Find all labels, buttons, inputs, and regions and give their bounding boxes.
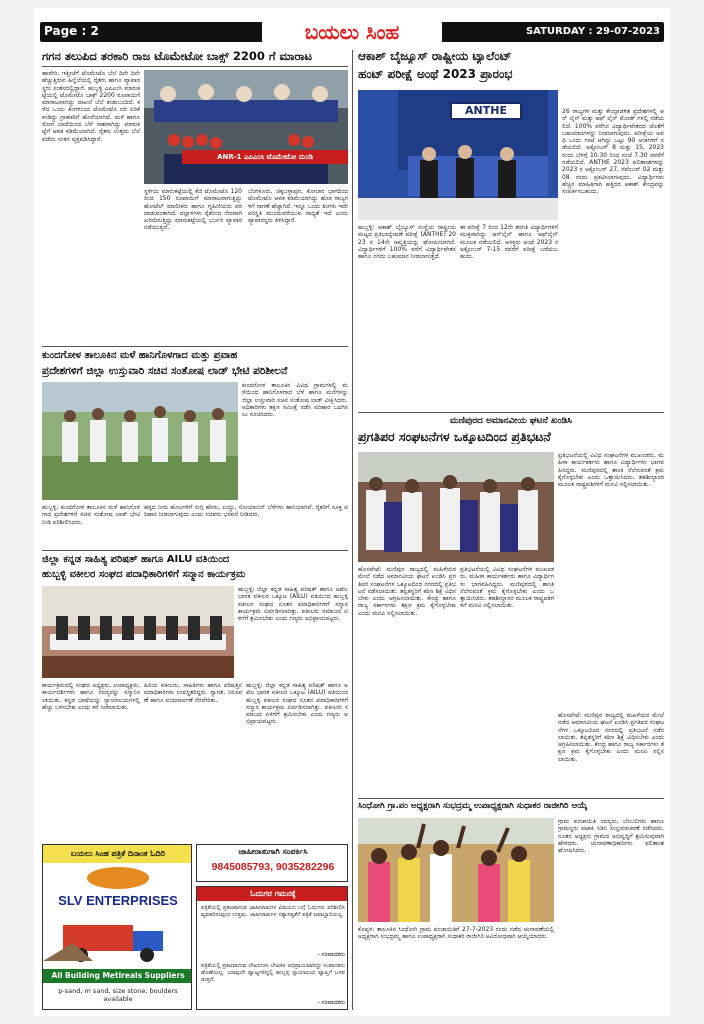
manipur-body-col4: ಹೊಸಪೇಟೆ: ಮಣಿಪುರ ರಾಜ್ಯದಲ್ಲಿ ಮಹಿಳೆಯರ ಮೇಲೆ ನಡೆದ ಅಮಾನವೀಯ ಘಟನೆ ಖಂಡಿಸಿ ಪ್ರಗತಿಪರ ಸಂಘಟನೆಗಳ ಒಕ್ಕೂಟದಿಂದ ನಗರದಲ್ಲಿ ಪ್ರತಿಭಟನೆ ನಡೆಸಲಾಯಿತು. ತಪ್ಪಿತಸ್ಥರಿಗೆ ಕಠಿಣ ಶಿಕ್ಷೆ ವಿಧಿಸಬೇಕು ಎಂದು ಆಗ್ರಹಿಸಲಾಯಿತು. ಕೇಂದ್ರ ಹಾಗೂ ರಾಜ್ಯ ಸರ್ಕಾರಗಳು ತಕ್ಷಣ ಕ್ರಮ ಕೈಗೊಳ್ಳಬೇಕು ಎಂದು ಮನವಿ ಸಲ್ಲಿಸಲಾಯಿತು.	[558, 712, 664, 763]
divider	[358, 412, 664, 413]
kundagol-photo	[42, 382, 238, 500]
contact-title: ಜಾಹೀರಾತುಗಾಗಿ ಸಂಪರ್ಕಿಸಿ	[238, 847, 308, 856]
slv-name: SLV ENTERPRISES	[58, 893, 178, 908]
column-rule	[352, 50, 353, 1010]
notice-sign: - ಸಂಪಾದಕರು	[317, 951, 345, 958]
issue-date: SATURDAY : 29-07-2023	[525, 26, 660, 37]
tomato-headline: ಗಗನ ತಲುಪಿದ ತರಕಾರಿ ರಾಜ ಟೊಮೇಟೋ ಬಾಕ್ಸ್ 2200 ಗೆ ಮಾರಾಟ	[42, 50, 313, 63]
om-logo-icon	[87, 867, 149, 889]
anthe-body-col1: ಹುಬ್ಬಳ್ಳಿ: ಆಕಾಶ್ ಬೈಜ್ಯೂಸ್ ಸಂಸ್ಥೆಯ ರಾಷ್ಟ್ರೀಯ ಮಟ್ಟದ ಪ್ರತಿಭಾನ್ವೇಷಣೆ ಪರೀಕ್ಷೆ (ANTHE) 2023 ರ 14ನೇ ಆವೃತ್ತಿಯನ್ನು ಘೋಷಿಸಲಾಗಿದೆ. ವಿದ್ಯಾರ್ಥಿಗಳಿಗೆ 100% ವರೆಗೆ ವಿದ್ಯಾರ್ಥಿವೇತನ ಹಾಗೂ ನಗದು ಬಹುಮಾನ ನೀಡಲಾಗುತ್ತದೆ.	[358, 224, 456, 261]
tomato-body-col1: ಹಾವೇರಿ: ಇತ್ತೀಚೆಗೆ ಟೊಮೇಟೊ ಬೆಲೆ ದಿನೇ ದಿನೇ ಹೆಚ್ಚುತ್ತಿರುವ ಹಿನ್ನೆಲೆಯಲ್ಲಿ ರೈತರು ಹಾಗೂ ವ್ಯಾಪಾರಸ್ಥರು ಸಂತಸದಲ್ಲಿದ್ದಾರೆ. ಹುಬ್ಬಳ್ಳಿ ಎಪಿಎಂಸಿ ಮಾರುಕಟ್ಟೆಯಲ್ಲಿ ಟೊಮೇಟೊ ಬಾಕ್ಸ್ 2200 ರೂಪಾಯಿಗೆ ಮಾರಾಟವಾಗಿದ್ದು ದಾಖಲೆ ಬೆಲೆ ಕಂಡುಬಂದಿದೆ. ಕಳೆದ ಒಂದು ತಿಂಗಳಿನಿಂದ ಟೊಮೇಟೊ ದರ ಏರಿಕೆ ಕಂಡಿದ್ದು ಗ್ರಾಹಕರಿಗೆ ಹೊರೆಯಾಗಿದೆ. ಮಳೆ ಹಾಗೂ ರೋಗ ಬಾಧೆಯಿಂದ ಬೆಳೆ ನಾಶವಾಗಿದ್ದು ಮಾರುಕಟ್ಟೆಗೆ ಆವಕ ಕಡಿಮೆಯಾಗಿದೆ. ರೈತರು ಉತ್ತಮ ಬೆಲೆ ಪಡೆದು ಸಂತಸ ವ್ಯಕ್ತಪಡಿಸಿದ್ದಾರೆ.	[42, 70, 140, 143]
slv-tagline: All Building Metireals Suppliers	[43, 969, 192, 983]
newspaper-page	[34, 8, 670, 1016]
tomato-body-col2: ಸ್ಥಳೀಯ ಮಾರುಕಟ್ಟೆಯಲ್ಲಿ ಕೆಜಿ ಟೊಮೇಟೊ 120 ರಿಂದ 150 ರೂಪಾಯಿಗೆ ಮಾರಾಟವಾಗುತ್ತಿದ್ದು ಹೋಟೆಲ್ ಮಾಲೀಕರು ಹಾಗೂ ಗೃಹಿಣಿಯರು ಪರದಾಡುವಂತಾಗಿದೆ. ದಲ್ಲಾಳಿಗಳು ರೈತರಿಂದ ನೇರವಾಗಿ ಖರೀದಿಸುತ್ತಿದ್ದು ಮಾರುಕಟ್ಟೆಯಲ್ಲಿ ಭರ್ಜರಿ ವ್ಯಾಪಾರ ನಡೆಯುತ್ತಿದೆ.	[144, 188, 242, 232]
manipur-headline: ಪ್ರಗತಿಪರ ಸಂಘಟನೆಗಳ ಒಕ್ಕೂಟದಿಂದ ಪ್ರತಿಭಟನೆ	[358, 430, 551, 444]
subscribe-strip: ಬಯಲು ಸಿಂಹ ಪತ್ರಿಕೆ ದಿನಾಂಕ ಓದಿರಿ	[43, 845, 192, 863]
slv-enterprises-ad[interactable]	[42, 844, 192, 1010]
divider	[42, 550, 348, 551]
page-number: Page : 2	[44, 24, 99, 38]
sahitya-headline-2: ಹುಬ್ಬಳ್ಳಿ ವಕೀಲರ ಸಂಘದ ಪದಾಧಿಕಾರಿಗಳಿಗೆ ಸನ್ಮಾನ ಕಾರ್ಯಕ್ರಮ	[42, 569, 246, 580]
kundagol-headline-2: ಪ್ರದೇಶಗಳಿಗೆ ಜಿಲ್ಲಾ ಉಸ್ತುವಾರಿ ಸಚಿವ ಸಂತೋಷ ಲಾಡ್ ಭೇಟಿ ಪರಿಶೀಲನೆ	[42, 365, 288, 377]
manipur-kicker: ಮಣಿಪುರದ ಅಮಾನವೀಯ ಘಟನೆ ಖಂಡಿಸಿ	[450, 416, 572, 426]
manipur-body-col3: ಪ್ರತಿಭಟನೆಯಲ್ಲಿ ವಿವಿಧ ಸಂಘಟನೆಗಳ ಮುಖಂಡರು, ಮಹಿಳಾ ಕಾರ್ಯಕರ್ತರು ಹಾಗೂ ವಿದ್ಯಾರ್ಥಿಗಳು ಭಾಗವಹಿಸಿದ್ದರು. ಮಣಿಪುರದಲ್ಲಿ ಶಾಂತಿ ನೆಲೆಸುವಂತೆ ಕ್ರಮ ಕೈಗೊಳ್ಳಬೇಕು ಎಂದು ಒತ್ತಾಯಿಸಿದರು. ತಹಶೀಲ್ದಾರರ ಮೂಲಕ ರಾಷ್ಟ್ರಪತಿಗಳಿಗೆ ಮನವಿ ಸಲ್ಲಿಸಲಾಯಿತು.	[558, 452, 664, 489]
truck-icon	[43, 913, 192, 965]
kundagol-caption: ಹುಬ್ಬಳ್ಳಿ: ಕುಂದಗೋಳ ತಾಲೂಕಿನ ಮಳೆ ಹಾನಿಗೊಳಗಾದ ಪ್ರದೇಶಗಳಿಗೆ ಸಚಿವ ಸಂತೋಷ ಲಾಡ್ ಭೇಟಿ ನೀಡಿ ಪರಿಶೀಲಿಸಿದರು.	[42, 504, 140, 526]
notice-body-2: ಪತ್ರಿಕೆಯಲ್ಲಿ ಪ್ರಕಟವಾಗುವ ಲೇಖನಗಳು ಲೇಖಕರ ಅಭಿಪ್ರಾಯವಾಗಿದ್ದು ಸಂಪಾದಕರು ಹೊಣೆಯಲ್ಲ. ಯಾವುದೇ ವ್ಯಾಜ್ಯಗಳಿದ್ದಲ್ಲಿ ಹುಬ್ಬಳ್ಳಿ ನ್ಯಾಯಾಲಯ ವ್ಯಾಪ್ತಿಗೆ ಒಳಪಡುತ್ತದೆ.	[201, 963, 345, 983]
sindhogi-body-col1: ಕೊಪ್ಪಳ: ತಾಲೂಕಿನ ಸಿಂಧೋಗಿ ಗ್ರಾಮ ಪಂಚಾಯಿತಿಗೆ 27-7-2023 ರಂದು ನಡೆದ ಚುನಾವಣೆಯಲ್ಲಿ ಅಧ್ಯಕ್ಷರಾಗಿ ಸುಭದ್ರಮ್ಮ ಹಾಗೂ ಉಪಾಧ್ಯಕ್ಷರಾಗಿ ಸುಧಾಕರ ರಾಜೀಗಿರಿ ಅವಿರೋಧವಾಗಿ ಆಯ್ಕೆಯಾದರು.	[358, 926, 554, 941]
sahitya-body-col3: ಹಿರಿಯ ವಕೀಲರು, ಸಾಹಿತಿಗಳು ಹಾಗೂ ಪರಿಷತ್ತಿನ ಪದಾಧಿಕಾರಿಗಳು ಉಪಸ್ಥಿತರಿದ್ದರು. ಸ್ವಾಗತ, ನಿರೂಪಣೆ ಹಾಗೂ ವಂದನಾರ್ಪಣೆ ನೆರವೇರಿತು.	[144, 682, 242, 704]
tomato-photo	[144, 70, 348, 184]
kundagol-headline-1: ಕುಂದಗೋಳ ತಾಲೂಕಿನ ಮಳೆ ಹಾನಿಗೊಳಗಾದ ಮತ್ತು ಪ್ರವಾಹ	[42, 350, 238, 361]
divider	[358, 798, 664, 799]
sahitya-body-col1: ಹುಬ್ಬಳ್ಳಿ: ಜಿಲ್ಲಾ ಕನ್ನಡ ಸಾಹಿತ್ಯ ಪರಿಷತ್ ಹಾಗೂ ಅಖಿಲ ಭಾರತ ವಕೀಲರ ಒಕ್ಕೂಟ (AILU) ವತಿಯಿಂದ ಹುಬ್ಬಳ್ಳಿ ವಕೀಲರ ಸಂಘದ ನೂತನ ಪದಾಧಿಕಾರಿಗಳಿಗೆ ಸನ್ಮಾನ ಕಾರ್ಯಕ್ರಮ ಏರ್ಪಡಿಸಲಾಗಿತ್ತು. ವಕೀಲರು ಸಮಾಜದ ಏಳಿಗೆಗೆ ಶ್ರಮಿಸಬೇಕು ಎಂದು ಗಣ್ಯರು ಅಭಿಪ್ರಾಯಪಟ್ಟರು.	[238, 586, 348, 623]
sahitya-photo	[42, 586, 234, 678]
anthe-screen-label: ANTHE	[450, 102, 522, 120]
notice-body: ಪತ್ರಿಕೆಯಲ್ಲಿ ಪ್ರಕಟವಾಗುವ ಜಾಹೀರಾತುಗಳ ವಿಷಯದ ಬಗ್ಗೆ ಓದುಗರು ಪರಿಶೀಲಿಸಿ ವ್ಯವಹರಿಸುವುದು ಉತ್ತಮ. ಜಾಹೀರಾತುಗಳ ಸತ್ಯಾಸತ್ಯತೆಗೆ ಪತ್ರಿಕೆ ಜವಾಬ್ದಾರಿಯಲ್ಲ.	[201, 905, 345, 918]
ad-contact-box	[196, 844, 348, 882]
anthe-headline-2: ಹಂಟ್ ಪರೀಕ್ಷೆ ಅಂಥೆ 2023 ಪ್ರಾರಂಭ	[358, 68, 513, 81]
contact-phone[interactable]: 9845085793, 9035282296	[211, 861, 335, 873]
manipur-body-col1: ಹೊಸಪೇಟೆ: ಮಣಿಪುರ ರಾಜ್ಯದಲ್ಲಿ ಮಹಿಳೆಯರ ಮೇಲೆ ನಡೆದ ಅಮಾನವೀಯ ಘಟನೆ ಖಂಡಿಸಿ ಪ್ರಗತಿಪರ ಸಂಘಟನೆಗಳ ಒಕ್ಕೂಟದಿಂದ ನಗರದಲ್ಲಿ ಪ್ರತಿಭಟನೆ ನಡೆಸಲಾಯಿತು. ತಪ್ಪಿತಸ್ಥರಿಗೆ ಕಠಿಣ ಶಿಕ್ಷೆ ವಿಧಿಸಬೇಕು ಎಂದು ಆಗ್ರಹಿಸಲಾಯಿತು. ಕೇಂದ್ರ ಹಾಗೂ ರಾಜ್ಯ ಸರ್ಕಾರಗಳು ತಕ್ಷಣ ಕ್ರಮ ಕೈಗೊಳ್ಳಬೇಕು ಎಂದು ಮನವಿ ಸಲ್ಲಿಸಲಾಯಿತು.	[358, 566, 456, 617]
notice-title: ಓದುಗರ ಗಮನಕ್ಕೆ	[197, 887, 348, 901]
notice-sign-2: - ಸಂಪಾದಕರು	[317, 999, 345, 1006]
divider	[42, 346, 348, 347]
sahitya-headline-1: ಜಿಲ್ಲಾ ಕನ್ನಡ ಸಾಹಿತ್ಯ ಪರಿಷತ್ ಹಾಗೂ AILU ವತಿಯಿಂದ	[42, 554, 230, 565]
manipur-photo	[358, 452, 554, 562]
manipur-body-col2: ಪ್ರತಿಭಟನೆಯಲ್ಲಿ ವಿವಿಧ ಸಂಘಟನೆಗಳ ಮುಖಂಡರು, ಮಹಿಳಾ ಕಾರ್ಯಕರ್ತರು ಹಾಗೂ ವಿದ್ಯಾರ್ಥಿಗಳು ಭಾಗವಹಿಸಿದ್ದರು. ಮಣಿಪುರದಲ್ಲಿ ಶಾಂತಿ ನೆಲೆಸುವಂತೆ ಕ್ರಮ ಕೈಗೊಳ್ಳಬೇಕು ಎಂದು ಒತ್ತಾಯಿಸಿದರು. ತಹಶೀಲ್ದಾರರ ಮೂಲಕ ರಾಷ್ಟ್ರಪತಿಗಳಿಗೆ ಮನವಿ ಸಲ್ಲಿಸಲಾಯಿತು.	[460, 566, 554, 610]
kundagol-body-col2: ಹಳ್ಳದ ನೀರು ಹೊಲಗಳಿಗೆ ನುಗ್ಗಿ ಹೆಸರು, ಉದ್ದು, ಸೋಯಾಬಿನ್ ಬೆಳೆಗಳು ಹಾನಿಯಾಗಿವೆ. ರೈತರಿಗೆ ಸೂಕ್ತ ಪರಿಹಾರ ನೀಡಲಾಗುವುದು ಎಂದು ಸಚಿವರು ಭರವಸೆ ನೀಡಿದರು.	[144, 504, 348, 519]
divider	[42, 66, 348, 67]
masthead-title: ಬಯಲು ಸಿಂಹ	[262, 18, 442, 46]
sindhogi-headline: ಸಿಂಧೋಗಿ ಗ್ರಾ.ಪಂ ಅಧ್ಯಕ್ಷರಾಗಿ ಸುಭದ್ರಮ್ಮ ಉಪಾಧ್ಯಕ್ಷರಾಗಿ ಸುಧಾಕರ ರಾಜೀಗಿರಿ ಆಯ್ಕೆ	[358, 802, 588, 811]
anthe-body-col3: 26 ರಾಜ್ಯಗಳ ಮತ್ತು ಕೇಂದ್ರಾಡಳಿತ ಪ್ರದೇಶಗಳಲ್ಲಿ ಆನ್ ಲೈನ್ ಮತ್ತು ಆಫ್ ಲೈನ್ ಮೋಡ್ ಗಳಲ್ಲಿ ನಡೆಯಲಿದೆ. 100% ವರೆಗಿನ ವಿದ್ಯಾರ್ಥಿವೇತನದ ಜೊತೆಗೆ ಬಹುಮಾನಗಳನ್ನು ನೀಡಲಾಗುವುದು. ಪರೀಕ್ಷೆಯ ಅವಧಿ ಒಂದು ಗಂಟೆ ಆಗಿದ್ದು ಒಟ್ಟು 90 ಅಂಕಗಳಿಗೆ ನಡೆಯಲಿದೆ. ಅಕ್ಟೋಬರ್ 8 ಮತ್ತು 15, 2023 ರಂದು ಬೆಳಿಗ್ಗೆ 10.30 ರಿಂದ ಸಂಜೆ 7.30 ರವರೆಗೆ ನಡೆಯಲಿದೆ. ANTHE 2023 ಫಲಿತಾಂಶಗಳನ್ನು 2023 ರ ಅಕ್ಟೋಬರ್ 27, ನವೆಂಬರ್ 02 ಮತ್ತು 08 ರಂದು ಪ್ರಕಟಿಸಲಾಗುವುದು. ವಿದ್ಯಾರ್ಥಿಗಳು ಹೆಚ್ಚಿನ ಮಾಹಿತಿಗಾಗಿ ಹತ್ತಿರದ ಆಕಾಶ್ ಕೇಂದ್ರವನ್ನು ಸಂಪರ್ಕಿಸಬಹುದು.	[562, 108, 664, 196]
sindhogi-body-col2: ಗ್ರಾಮ ಪಂಚಾಯಿತಿ ಸದಸ್ಯರು, ಬೆಂಬಲಿಗರು ಹಾಗೂ ಗ್ರಾಮಸ್ಥರು ಪಟಾಕಿ ಸಿಡಿಸಿ ಸಂಭ್ರಮಾಚರಣೆ ನಡೆಸಿದರು. ನೂತನ ಅಧ್ಯಕ್ಷರು ಗ್ರಾಮದ ಅಭಿವೃದ್ಧಿಗೆ ಶ್ರಮಿಸುವುದಾಗಿ ಹೇಳಿದರು. ಚುನಾವಣಾಧಿಕಾರಿಗಳು ಫಲಿತಾಂಶ ಘೋಷಿಸಿದರು.	[558, 818, 664, 855]
kundagol-body-col1: ಕುಂದಗೋಳ ತಾಲೂಕಿನ ವಿವಿಧ ಗ್ರಾಮಗಳಲ್ಲಿ ಮಳೆಯಿಂದ ಹಾನಿಗೊಳಗಾದ ಬೆಳೆ ಹಾಗೂ ಮನೆಗಳನ್ನು ಜಿಲ್ಲಾ ಉಸ್ತುವಾರಿ ಸಚಿವ ಸಂತೋಷ ಲಾಡ್ ವೀಕ್ಷಿಸಿದರು. ಅಧಿಕಾರಿಗಳು ತಕ್ಷಣ ಸಮೀಕ್ಷೆ ನಡೆಸಿ ಪರಿಹಾರ ಒದಗಿಸಲು ಸೂಚಿಸಿದರು.	[242, 382, 348, 419]
anthe-headline-1: ಆಕಾಶ್ ಬೈಜ್ಯೂಸ್ ರಾಷ್ಟ್ರೀಯ ಟ್ಯಾಲೆಂಟ್	[358, 50, 512, 63]
tomato-body-col3: ಬೆಂಗಳೂರು, ಚಿಕ್ಕಬಳ್ಳಾಪುರ, ಕೋಲಾರ ಭಾಗದಿಂದ ಟೊಮೇಟೊ ಆವಕ ಕಡಿಮೆಯಾಗಿದ್ದು ಹೊರ ರಾಜ್ಯಗಳಿಗೆ ಸಾಗಣೆ ಹೆಚ್ಚಾಗಿದೆ. ಇನ್ನೂ ಒಂದು ತಿಂಗಳು ಇದೇ ಪರಿಸ್ಥಿತಿ ಮುಂದುವರೆಯುವ ಸಾಧ್ಯತೆ ಇದೆ ಎಂದು ವ್ಯಾಪಾರಸ್ಥರು ತಿಳಿಸಿದ್ದಾರೆ.	[248, 188, 348, 225]
tomato-banner: ANR-1 ಎಪಿಎಂಸಿ ಟೊಮೇಟೋ ಮಂಡಿ	[182, 150, 348, 164]
reader-notice-box	[196, 886, 348, 1010]
slv-items: p-sand, m sand, size stone, boulders available	[58, 987, 178, 1003]
sahitya-body-col4: ಹುಬ್ಬಳ್ಳಿ: ಜಿಲ್ಲಾ ಕನ್ನಡ ಸಾಹಿತ್ಯ ಪರಿಷತ್ ಹಾಗೂ ಅಖಿಲ ಭಾರತ ವಕೀಲರ ಒಕ್ಕೂಟ (AILU) ವತಿಯಿಂದ ಹುಬ್ಬಳ್ಳಿ ವಕೀಲರ ಸಂಘದ ನೂತನ ಪದಾಧಿಕಾರಿಗಳಿಗೆ ಸನ್ಮಾನ ಕಾರ್ಯಕ್ರಮ ಏರ್ಪಡಿಸಲಾಗಿತ್ತು. ವಕೀಲರು ಸಮಾಜದ ಏಳಿಗೆಗೆ ಶ್ರಮಿಸಬೇಕು ಎಂದು ಗಣ್ಯರು ಅಭಿಪ್ರಾಯಪಟ್ಟರು.	[246, 682, 348, 726]
anthe-body-col2: ಈ ಪರೀಕ್ಷೆ 7 ರಿಂದ 12ನೇ ತರಗತಿ ವಿದ್ಯಾರ್ಥಿಗಳಿಗೆ ಮುಕ್ತವಾಗಿದ್ದು ಆನ್‌ಲೈನ್ ಹಾಗೂ ಆಫ್‌ಲೈನ್ ಮೂಲಕ ನಡೆಯಲಿದೆ. ಆಸಕ್ತರು ಅಂಥೆ 2023 ರ ಅಕ್ಟೋಬರ್ 7-15 ರವರೆಗೆ ಪರೀಕ್ಷೆ ಬರೆಯಬಹುದು.	[460, 224, 558, 261]
sindhogi-photo	[358, 818, 554, 922]
sahitya-body-col2: ಕಾರ್ಯಕ್ರಮದಲ್ಲಿ ಸಂಘದ ಅಧ್ಯಕ್ಷರು, ಉಪಾಧ್ಯಕ್ಷರು, ಕಾರ್ಯದರ್ಶಿಗಳು ಹಾಗೂ ಸದಸ್ಯರನ್ನು ಸನ್ಮಾನಿಸಲಾಯಿತು. ಕನ್ನಡ ಭಾಷೆಯನ್ನು ನ್ಯಾಯಾಲಯಗಳಲ್ಲಿ ಹೆಚ್ಚು ಬಳಸಬೇಕು ಎಂದು ಕರೆ ನೀಡಲಾಯಿತು.	[42, 682, 140, 711]
